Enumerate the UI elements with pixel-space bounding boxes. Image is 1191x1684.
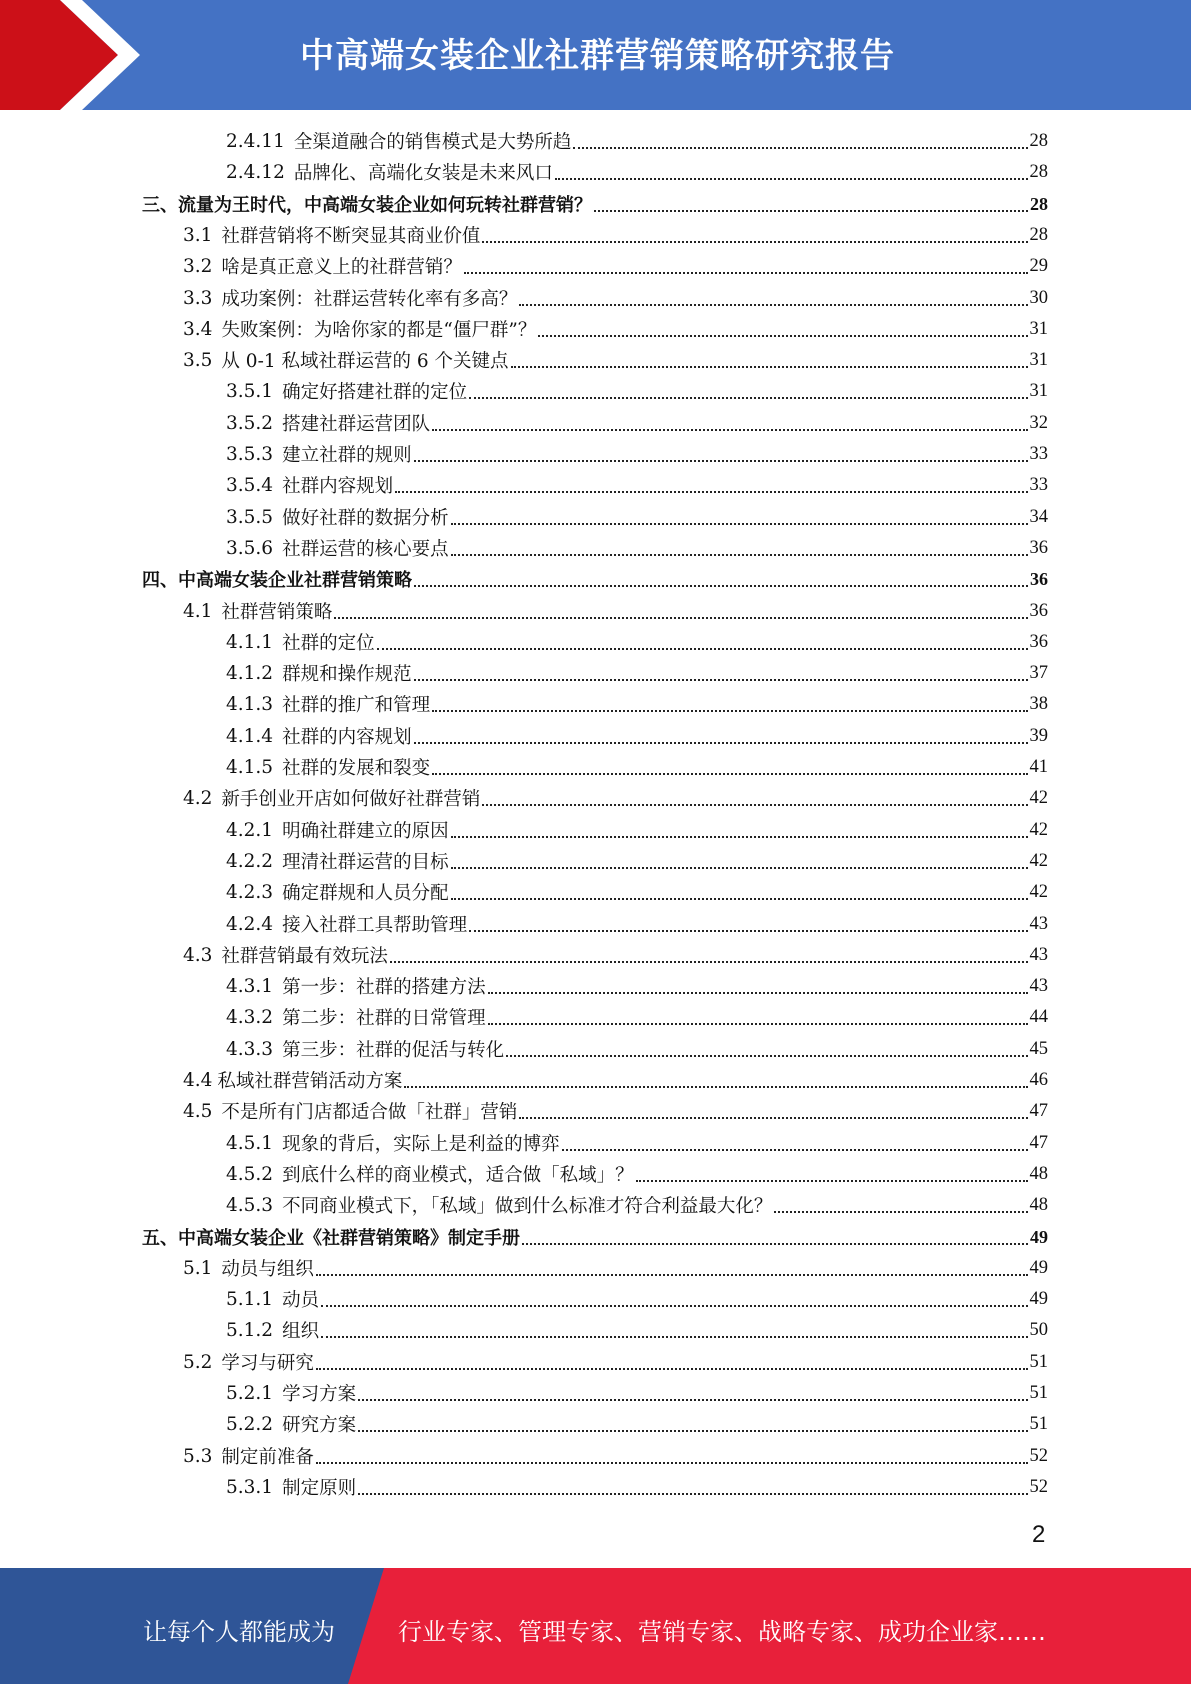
toc-entry-page: 33 bbox=[1029, 474, 1048, 495]
toc-leader-dots bbox=[395, 491, 1027, 493]
toc-entry-page: 47 bbox=[1029, 1100, 1048, 1121]
toc-entry-number: 5.2.1 bbox=[226, 1382, 274, 1404]
toc-entry-title: 第二步：社群的日常管理 bbox=[282, 1008, 486, 1029]
toc-entry[interactable] bbox=[226, 815, 1048, 845]
toc-entry-title: 三、流量为王时代，中高端女装企业如何玩转社群营销？ bbox=[142, 195, 592, 216]
toc-entry-page: 49 bbox=[1029, 1288, 1048, 1309]
toc-entry-title: 社群营销策略 bbox=[221, 602, 333, 623]
toc-entry[interactable] bbox=[226, 470, 1048, 500]
toc-leader-dots bbox=[511, 366, 1028, 368]
toc-entry[interactable] bbox=[226, 1409, 1048, 1439]
toc-entry-title: 社群运营的核心要点 bbox=[282, 539, 449, 560]
toc-entry[interactable] bbox=[226, 971, 1048, 1001]
toc-entry-title: 不是所有门店都适合做「社群」营销 bbox=[221, 1102, 518, 1123]
toc-entry-number: 3.5.5 bbox=[226, 506, 274, 528]
toc-entry-title: 建立社群的规则 bbox=[282, 445, 412, 466]
toc-entry-number: 4.1.2 bbox=[226, 662, 274, 684]
toc-entry-title: 到底什么样的商业模式，适合做「私域」？ bbox=[282, 1165, 634, 1186]
toc-entry[interactable] bbox=[183, 596, 1048, 626]
toc-entry[interactable] bbox=[183, 283, 1048, 313]
toc-leader-dots bbox=[321, 1336, 1027, 1338]
toc-entry-title: 学习方案 bbox=[282, 1384, 357, 1405]
toc-entry-number: 4.1.4 bbox=[226, 725, 274, 747]
toc-entry-title: 现象的背后，实际上是利益的博弈 bbox=[282, 1134, 560, 1155]
toc-leader-dots bbox=[488, 992, 1028, 994]
toc-leader-dots bbox=[774, 1211, 1027, 1213]
toc-entry-page: 34 bbox=[1029, 506, 1048, 527]
toc-entry[interactable] bbox=[142, 1222, 1048, 1252]
toc-entry-number: 5.1 bbox=[183, 1257, 213, 1279]
toc-entry-title: 理清社群运营的目标 bbox=[282, 852, 449, 873]
toc-entry-page: 42 bbox=[1029, 819, 1048, 840]
toc-leader-dots bbox=[432, 710, 1027, 712]
toc-entry-number: 4.1 bbox=[183, 600, 213, 622]
toc-entry-number: 4.2 bbox=[183, 787, 213, 809]
toc-entry-number: 4.3.3 bbox=[226, 1038, 274, 1060]
toc-entry-title: 明确社群建立的原因 bbox=[282, 821, 449, 842]
toc-entry-title: 成功案例：社群运营转化率有多高？ bbox=[221, 289, 518, 310]
toc-entry-number: 2.4.11 bbox=[226, 130, 285, 152]
toc-entry-page: 31 bbox=[1029, 318, 1048, 339]
toc-entry-page: 52 bbox=[1029, 1476, 1048, 1497]
header-banner bbox=[0, 0, 1191, 110]
toc-entry-number: 3.5.3 bbox=[226, 443, 274, 465]
toc-entry-page: 31 bbox=[1029, 349, 1048, 370]
toc-leader-dots bbox=[482, 241, 1027, 243]
toc-entry[interactable] bbox=[226, 533, 1048, 563]
toc-leader-dots bbox=[414, 460, 1028, 462]
toc-entry-page: 43 bbox=[1029, 913, 1048, 934]
toc-entry-title: 动员与组织 bbox=[221, 1259, 314, 1280]
toc-entry[interactable] bbox=[226, 627, 1048, 657]
toc-entry-number: 3.5.4 bbox=[226, 474, 274, 496]
toc-entry-title: 全渠道融合的销售模式是大势所趋 bbox=[293, 132, 572, 153]
toc-entry-number: 3.5.2 bbox=[226, 412, 274, 434]
toc-entry-page: 48 bbox=[1029, 1194, 1048, 1215]
toc-entry-number: 3.2 bbox=[183, 255, 213, 277]
toc-leader-dots bbox=[636, 1180, 1028, 1182]
toc-leader-dots bbox=[469, 397, 1027, 399]
toc-leader-dots bbox=[562, 1149, 1028, 1151]
toc-entry-page: 42 bbox=[1029, 850, 1048, 871]
toc-leader-dots bbox=[358, 1493, 1027, 1495]
toc-entry[interactable] bbox=[183, 1096, 1048, 1126]
toc-leader-dots bbox=[358, 1430, 1027, 1432]
toc-entry-title: 社群的内容规划 bbox=[282, 727, 412, 748]
toc-entry-number: 4.1.3 bbox=[226, 693, 274, 715]
toc-leader-dots bbox=[594, 210, 1028, 212]
toc-entry-page: 43 bbox=[1029, 975, 1048, 996]
toc-entry-page: 43 bbox=[1029, 944, 1048, 965]
toc-leader-dots bbox=[316, 1462, 1028, 1464]
toc-entry-page: 28 bbox=[1030, 193, 1048, 214]
toc-entry-number: 4.3.2 bbox=[226, 1006, 274, 1028]
toc-entry-number: 4.4 bbox=[183, 1069, 213, 1091]
toc-entry[interactable] bbox=[183, 783, 1048, 813]
toc-entry-page: 38 bbox=[1029, 693, 1048, 714]
toc-entry-page: 36 bbox=[1029, 537, 1048, 558]
toc-entry-page: 41 bbox=[1029, 756, 1048, 777]
toc-entry-title: 搭建社群运营团队 bbox=[282, 414, 431, 435]
toc-leader-dots bbox=[358, 1399, 1027, 1401]
toc-entry-number: 3.5.6 bbox=[226, 537, 274, 559]
toc-entry-title: 接入社群工具帮助管理 bbox=[282, 915, 468, 936]
toc-entry-number: 4.2.2 bbox=[226, 850, 274, 872]
toc-entry[interactable] bbox=[226, 689, 1048, 719]
toc-entry[interactable] bbox=[183, 314, 1048, 344]
footer-slogan-right: 行业专家、管理专家、营销专家、战略专家、成功企业家…… bbox=[398, 1618, 1046, 1646]
toc-entry-page: 49 bbox=[1029, 1257, 1048, 1278]
toc-leader-dots bbox=[404, 1086, 1027, 1088]
toc-entry-page: 32 bbox=[1029, 412, 1048, 433]
toc-entry[interactable] bbox=[226, 439, 1048, 469]
toc-entry-title: 社群营销将不断突显其商业价值 bbox=[221, 226, 481, 247]
toc-entry-page: 36 bbox=[1029, 631, 1048, 652]
footer-banner bbox=[0, 1568, 1191, 1684]
toc-entry-title: 组织 bbox=[282, 1321, 320, 1342]
toc-entry-page: 31 bbox=[1029, 380, 1048, 401]
toc-entry-title: 确定群规和人员分配 bbox=[282, 883, 449, 904]
header-chevron-decoration bbox=[0, 0, 160, 110]
toc-entry-page: 39 bbox=[1029, 725, 1048, 746]
toc-leader-dots bbox=[414, 679, 1028, 681]
toc-entry-number: 3.3 bbox=[183, 287, 213, 309]
toc-leader-dots bbox=[451, 867, 1028, 869]
toc-entry-page: 44 bbox=[1029, 1006, 1048, 1027]
toc-entry-page: 45 bbox=[1029, 1038, 1048, 1059]
toc-entry-page: 28 bbox=[1029, 224, 1048, 245]
toc-leader-dots bbox=[519, 304, 1027, 306]
toc-entry[interactable] bbox=[183, 1065, 1048, 1095]
toc-leader-dots bbox=[334, 617, 1027, 619]
toc-leader-dots bbox=[506, 1055, 1027, 1057]
toc-entry-title: 社群的定位 bbox=[282, 633, 375, 654]
toc-leader-dots bbox=[469, 930, 1027, 932]
toc-entry-title: 四、中高端女装企业社群营销策略 bbox=[142, 570, 412, 591]
toc-entry-number: 4.2.3 bbox=[226, 881, 274, 903]
toc-entry-page: 47 bbox=[1029, 1132, 1048, 1153]
toc-entry-page: 37 bbox=[1029, 662, 1048, 683]
toc-entry[interactable] bbox=[226, 909, 1048, 939]
toc-entry-page: 28 bbox=[1029, 161, 1048, 182]
toc-entry-page: 51 bbox=[1029, 1382, 1048, 1403]
toc-entry-page: 42 bbox=[1029, 787, 1048, 808]
toc-entry[interactable] bbox=[226, 376, 1048, 406]
toc-entry-title: 五、中高端女装企业《社群营销策略》制定手册 bbox=[142, 1228, 520, 1249]
toc-leader-dots bbox=[321, 1305, 1027, 1307]
toc-entry-number: 4.3.1 bbox=[226, 975, 274, 997]
toc-entry-title: 研究方案 bbox=[282, 1415, 357, 1436]
toc-entry[interactable] bbox=[226, 1315, 1048, 1345]
toc-entry[interactable] bbox=[226, 1034, 1048, 1064]
toc-leader-dots bbox=[316, 1368, 1028, 1370]
toc-leader-dots bbox=[482, 804, 1027, 806]
toc-entry[interactable] bbox=[142, 189, 1048, 219]
toc-entry-number: 5.3 bbox=[183, 1445, 213, 1467]
toc-entry-page: 29 bbox=[1029, 255, 1048, 276]
toc-leader-dots bbox=[538, 335, 1027, 337]
toc-entry[interactable] bbox=[226, 1190, 1048, 1220]
toc-leader-dots bbox=[573, 147, 1027, 149]
toc-entry-title: 制定前准备 bbox=[221, 1447, 314, 1468]
toc-entry[interactable] bbox=[183, 220, 1048, 250]
toc-entry-title: 学习与研究 bbox=[221, 1353, 314, 1374]
toc-entry-page: 48 bbox=[1029, 1163, 1048, 1184]
toc-entry-number: 4.5.3 bbox=[226, 1194, 274, 1216]
toc-entry-page: 46 bbox=[1029, 1069, 1048, 1090]
toc-entry-page: 33 bbox=[1029, 443, 1048, 464]
toc-leader-dots bbox=[414, 742, 1028, 744]
toc-entry-number: 4.5.2 bbox=[226, 1163, 274, 1185]
toc-entry-page: 28 bbox=[1029, 130, 1048, 151]
toc-entry-number: 4.5 bbox=[183, 1100, 213, 1122]
toc-entry-title: 不同商业模式下，「私域」做到什么标准才符合利益最大化？ bbox=[282, 1196, 773, 1217]
toc-entry[interactable] bbox=[226, 752, 1048, 782]
footer-slogan-left: 让每个人都能成为 bbox=[143, 1618, 335, 1646]
toc-entry-title: 第一步：社群的搭建方法 bbox=[282, 977, 486, 998]
toc-leader-dots bbox=[464, 272, 1028, 274]
toc-entry-number: 5.1.1 bbox=[226, 1288, 274, 1310]
toc-leader-dots bbox=[488, 1023, 1028, 1025]
toc-entry-title: 社群的推广和管理 bbox=[282, 695, 431, 716]
toc-leader-dots bbox=[519, 1117, 1027, 1119]
toc-entry[interactable] bbox=[183, 251, 1048, 281]
toc-entry-title: 从 0-1 私域社群运营的 6 个关键点 bbox=[221, 351, 509, 372]
toc-entry[interactable] bbox=[142, 564, 1048, 594]
toc-entry-number: 5.3.1 bbox=[226, 1476, 274, 1498]
toc-entry[interactable] bbox=[183, 1441, 1048, 1471]
toc-entry-number: 3.5.1 bbox=[226, 380, 274, 402]
toc-leader-dots bbox=[451, 554, 1028, 556]
toc-entry[interactable] bbox=[183, 1347, 1048, 1377]
toc-entry-number: 4.2.4 bbox=[226, 913, 274, 935]
toc-leader-dots bbox=[451, 898, 1028, 900]
toc-entry[interactable] bbox=[183, 1253, 1048, 1283]
toc-entry-number: 5.1.2 bbox=[226, 1319, 274, 1341]
toc-entry-title: 品牌化、高端化女装是未来风口 bbox=[293, 163, 553, 184]
toc-entry[interactable] bbox=[226, 846, 1048, 876]
toc-leader-dots bbox=[414, 585, 1028, 587]
toc-entry-page: 51 bbox=[1029, 1413, 1048, 1434]
toc-entry[interactable] bbox=[226, 1128, 1048, 1158]
toc-leader-dots bbox=[432, 773, 1027, 775]
page-number: 2 bbox=[1032, 1521, 1046, 1548]
toc-entry-page: 49 bbox=[1030, 1226, 1048, 1247]
toc-entry[interactable] bbox=[183, 940, 1048, 970]
toc-entry-title: 社群营销最有效玩法 bbox=[221, 946, 388, 967]
toc-entry-number: 4.1.1 bbox=[226, 631, 274, 653]
toc-entry[interactable] bbox=[226, 1284, 1048, 1314]
toc-entry[interactable] bbox=[226, 126, 1048, 156]
toc-entry[interactable] bbox=[226, 1378, 1048, 1408]
toc-entry-title: 新手创业开店如何做好社群营销 bbox=[221, 789, 481, 810]
toc-entry[interactable] bbox=[226, 1159, 1048, 1189]
toc-entry-page: 36 bbox=[1029, 600, 1048, 621]
toc-entry[interactable] bbox=[226, 502, 1048, 532]
toc-entry[interactable] bbox=[226, 721, 1048, 751]
toc-entry[interactable] bbox=[183, 345, 1048, 375]
document-title: 中高端女装企业社群营销策略研究报告 bbox=[300, 36, 895, 76]
toc-entry-number: 5.2.2 bbox=[226, 1413, 274, 1435]
toc-entry-number: 2.4.12 bbox=[226, 161, 285, 183]
toc-leader-dots bbox=[390, 961, 1028, 963]
toc-entry-title: 失败案例：为啥你家的都是“僵尸群”？ bbox=[221, 320, 537, 341]
toc-entry-page: 52 bbox=[1029, 1445, 1048, 1466]
toc-entry-number: 4.3 bbox=[183, 944, 213, 966]
toc-leader-dots bbox=[377, 648, 1028, 650]
toc-entry-page: 30 bbox=[1029, 287, 1048, 308]
toc-entry[interactable] bbox=[226, 408, 1048, 438]
toc-entry-title: 群规和操作规范 bbox=[282, 664, 412, 685]
toc-leader-dots bbox=[555, 178, 1028, 180]
toc-entry-number: 4.5.1 bbox=[226, 1132, 274, 1154]
toc-entry-page: 36 bbox=[1030, 568, 1048, 589]
toc-entry-page: 51 bbox=[1029, 1351, 1048, 1372]
toc-entry-title: 啥是真正意义上的社群营销？ bbox=[221, 257, 462, 278]
toc-entry-number: 3.4 bbox=[183, 318, 213, 340]
toc-entry-title: 制定原则 bbox=[282, 1478, 357, 1499]
toc-leader-dots bbox=[522, 1243, 1028, 1245]
toc-entry[interactable] bbox=[226, 157, 1048, 187]
toc-entry-number: 3.5 bbox=[183, 349, 213, 371]
toc-entry-title: 动员 bbox=[282, 1290, 320, 1311]
toc-entry-number: 5.2 bbox=[183, 1351, 213, 1373]
toc-entry-title: 做好社群的数据分析 bbox=[282, 508, 449, 529]
toc-entry[interactable] bbox=[226, 658, 1048, 688]
toc-entry-title: 私域社群营销活动方案 bbox=[217, 1071, 403, 1092]
toc-entry-number: 4.1.5 bbox=[226, 756, 274, 778]
toc-leader-dots bbox=[451, 836, 1028, 838]
toc-entry-page: 50 bbox=[1029, 1319, 1048, 1340]
toc-entry-number: 4.2.1 bbox=[226, 819, 274, 841]
toc-leader-dots bbox=[451, 523, 1028, 525]
toc-entry-title: 确定好搭建社群的定位 bbox=[282, 382, 468, 403]
toc-entry[interactable] bbox=[226, 1472, 1048, 1502]
toc-entry[interactable] bbox=[226, 1002, 1048, 1032]
toc-entry-title: 第三步：社群的促活与转化 bbox=[282, 1040, 505, 1061]
toc-leader-dots bbox=[316, 1274, 1028, 1276]
toc-entry-title: 社群内容规划 bbox=[282, 476, 394, 497]
toc-entry-number: 3.1 bbox=[183, 224, 213, 246]
toc-entry[interactable] bbox=[226, 877, 1048, 907]
toc-entry-title: 社群的发展和裂变 bbox=[282, 758, 431, 779]
toc-leader-dots bbox=[432, 429, 1027, 431]
toc-entry-page: 42 bbox=[1029, 881, 1048, 902]
